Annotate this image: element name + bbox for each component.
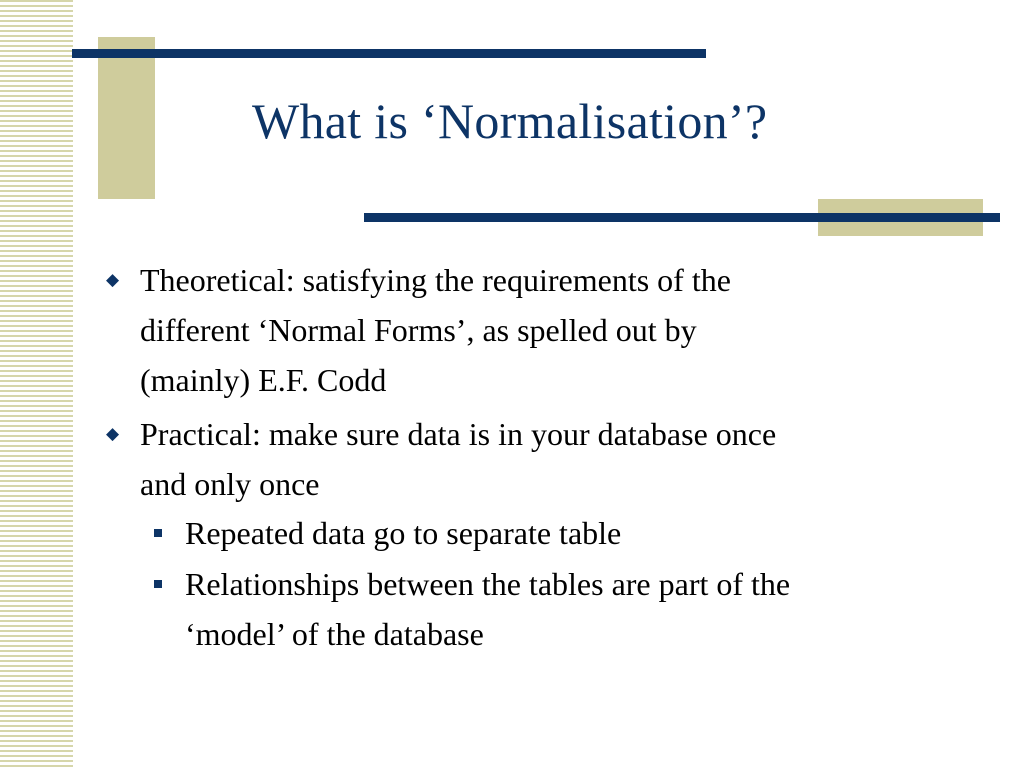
bullet-text-line: Relationships between the tables are part of the — [185, 566, 791, 602]
square-bullet-icon — [154, 580, 162, 588]
decorative-stripes — [0, 0, 73, 768]
bullet-text-line: and only once — [140, 466, 320, 502]
bullet-text-line: Practical: make sure data is in your database once — [140, 416, 777, 452]
title-rule-top — [72, 49, 706, 58]
sub-bullet-item-repeated-data — [185, 508, 621, 558]
bullet-text-line: Repeated data go to separate table — [185, 515, 622, 551]
accent-block-top — [98, 37, 155, 199]
bullet-text-line: (mainly) E.F. Codd — [140, 362, 387, 398]
bullet-item-theoretical — [106, 255, 731, 405]
bullet-item-practical — [106, 409, 777, 509]
title-rule-bottom — [364, 213, 1000, 222]
bullet-text-line: Theoretical: satisfying the requirements of the — [140, 262, 731, 298]
diamond-bullet-icon: ◆ — [106, 424, 120, 443]
square-bullet-icon — [154, 529, 162, 537]
bullet-text-line: different ‘Normal Forms’, as spelled out by — [140, 312, 697, 348]
diamond-bullet-icon: ◆ — [106, 270, 120, 289]
bullet-text-line: ‘model’ of the database — [185, 616, 484, 652]
slide-title: What is ‘Normalisation’? — [252, 93, 768, 149]
sub-bullet-item-relationships — [185, 559, 790, 659]
